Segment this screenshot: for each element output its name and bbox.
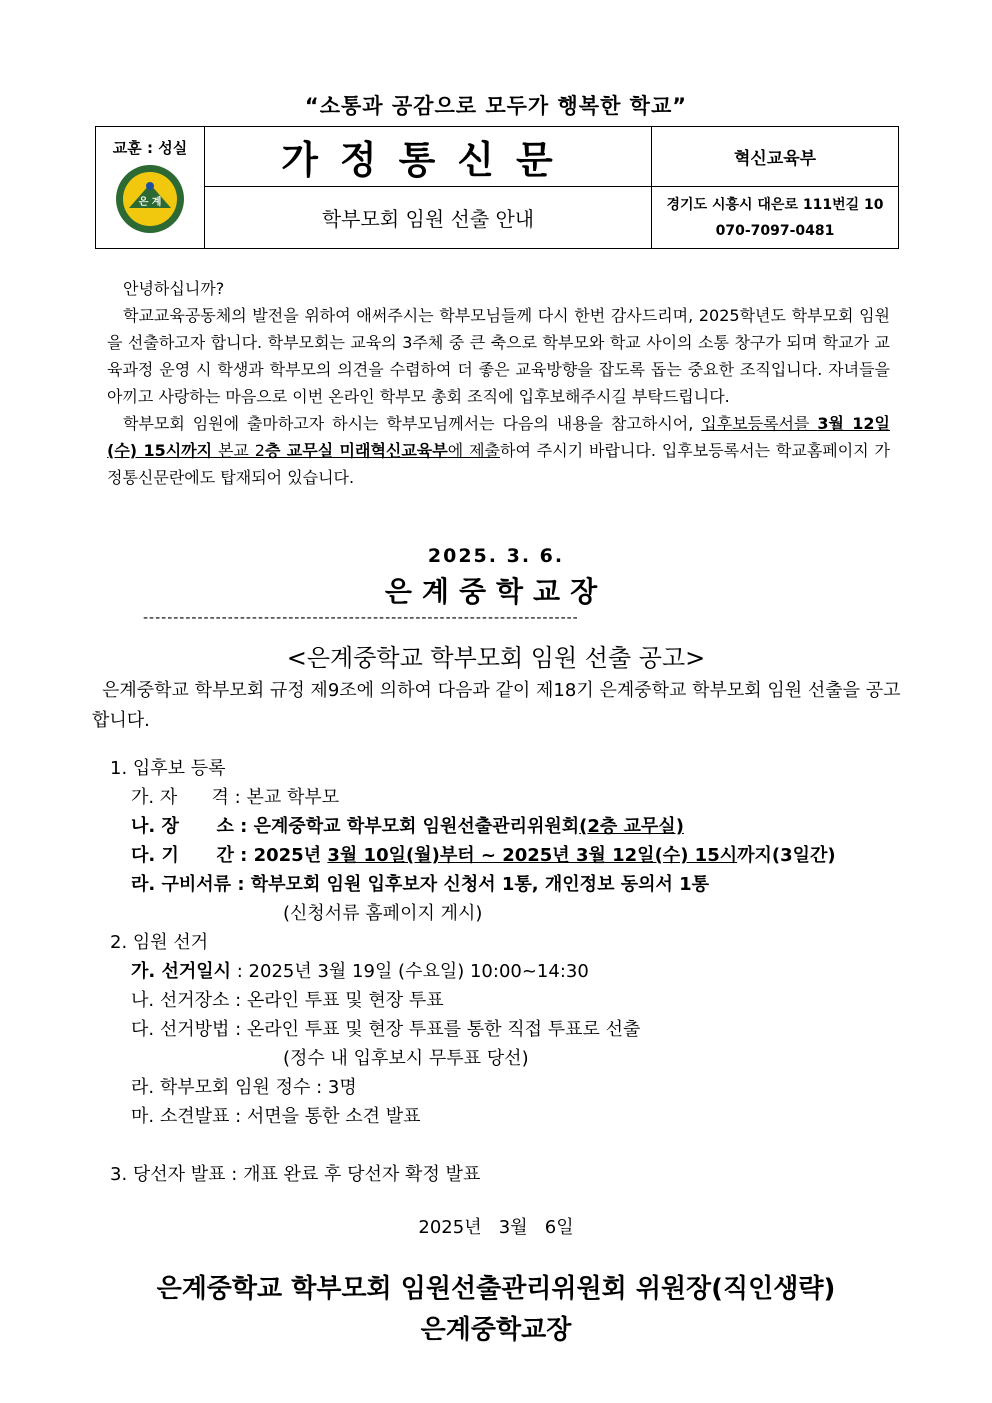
item-1d-note: (신청서류 홈페이지 게시) [283, 903, 483, 924]
notice-title: <은계중학교 학부모회 임원 선출 공고> [286, 644, 706, 672]
item-2a: 가. 선거일시 : 2025년 3월 19일 (수요일) 10:00~14:30 [131, 961, 589, 982]
item-2c: 다. 선거방법 : 온라인 투표 및 현장 투표를 통한 직접 투표로 선출 [131, 1019, 641, 1040]
letter-paragraph-2: 학부모회 임원에 출마하고자 하시는 학부모님께서는 다음의 내용을 참고하시어, 입후보등록서를 3월 12일(수) 15시까지 본교 2층 교무실 미래혁신교육부에 제출하여 주시기 바랍니다. 입후보등록서는 학교홈페이지 가정통신문란에도 탑재되어 있습니다. [107, 414, 890, 487]
item-1d: 라. 구비서류 : 학부모회 임원 입후보자 신청서 1통, 개인정보 동의서 1통 [131, 874, 710, 895]
newsletter-header-table [95, 126, 899, 249]
school-phone: 070-7097-0481 [715, 222, 835, 239]
school-emblem [109, 164, 191, 234]
school-address: 경기도 시흥시 대은로 111번길 10 [666, 196, 884, 213]
school-motto-cell [96, 127, 205, 249]
section-1-heading: 1. 입후보 등록 [110, 758, 226, 779]
principal-closing: 은계중학교장 [420, 1315, 572, 1345]
school-motto-label: 교훈 : 성실 [112, 139, 188, 157]
item-1a: 가. 자 격 : 본교 학부모 [131, 787, 340, 808]
school-motto-banner: “소통과 공감으로 모두가 행복한 학교” [304, 94, 688, 118]
letter-date: 2025. 3. 6. [427, 545, 565, 567]
school-contact [652, 187, 899, 249]
newsletter-subtitle: 학부모회 임원 선출 안내 [205, 187, 652, 249]
department-name: 혁신교육부 [652, 127, 899, 187]
item-1b: 나. 장 소 : 은계중학교 학부모회 임원선출관리위원회(2층 교무실) [131, 816, 684, 837]
section-divider: ------------------------------------------------------------------------ [143, 610, 579, 626]
section-2-heading: 2. 임원 선거 [110, 932, 209, 953]
item-2b: 나. 선거장소 : 온라인 투표 및 현장 투표 [131, 990, 444, 1011]
item-2e: 마. 소견발표 : 서면을 통한 소견 발표 [131, 1106, 421, 1127]
section-3-heading: 3. 당선자 발표 : 개표 완료 후 당선자 확정 발표 [110, 1164, 481, 1185]
letter-body [107, 275, 890, 491]
notice-intro: 은계중학교 학부모회 규정 제9조에 의하여 다음과 같이 제18기 은계중학교 학부모회 임원 선출을 공고합니다. [92, 680, 901, 731]
principal-signature: 은계중학교장 [384, 575, 608, 608]
page-title: 가정통신문 [205, 127, 652, 187]
emblem-text: 은 계 [138, 197, 162, 208]
item-2d: 라. 학부모회 임원 정수 : 3명 [131, 1077, 357, 1098]
item-2c-note: (정수 내 입후보시 무투표 당선) [283, 1048, 529, 1069]
school-emblem-icon [109, 164, 191, 234]
item-1c: 다. 기 간 : 2025년 3월 10일(월)부터 ~ 2025년 3월 12일(수) 15시까지(3일간) [131, 845, 836, 866]
letter-greeting: 안녕하십니까? [123, 279, 225, 298]
committee-signature: 은계중학교 학부모회 임원선출관리위원회 위원장(직인생략) [156, 1274, 836, 1304]
letter-paragraph-1: 학교교육공동체의 발전을 위하여 애써주시는 학부모님들께 다시 한번 감사드리며, 2025학년도 학부모회 임원을 선출하고자 합니다. 학부모회는 교육의 3주체 중 큰 축으로 학부모와 학교 사이의 소통 창구가 되며 학교가 교육과정 운영 시 학생과 학부모의 의견을 수렴하여 더 좋은 교육방향을 잡도록 돕는 중요한 조직입니다. 자녀들을 아끼고 사랑하는 마음으로 이번 온라인 학부모 총회 조직에 입후보해주시길 부탁드립니다. [107, 306, 890, 406]
notice-date: 2025년 3월 6일 [418, 1217, 574, 1238]
